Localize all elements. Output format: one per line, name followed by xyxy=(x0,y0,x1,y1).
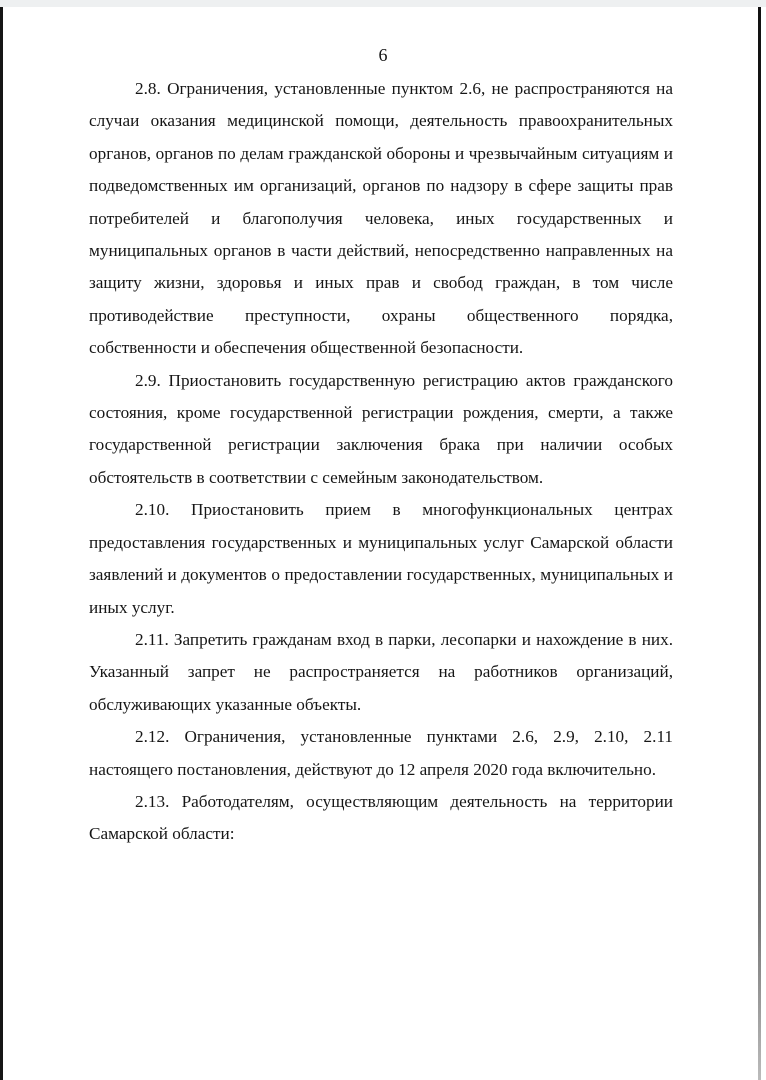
page-number: 6 xyxy=(378,45,388,65)
paragraph-2-11: 2.11. Запретить гражданам вход в парки, лесопарки и нахождение в них. Указанный запрет не распространяется на работников организаций, обслуживающих указанные объекты. xyxy=(89,629,673,714)
scan-top-margin xyxy=(0,0,766,7)
paragraph-2-10: 2.10. Приостановить прием в многофункциональных центрах предоставления государственных и муниципальных услуг Самарской области заявлений и документов о предоставлении государственных, муниципальных и иных услуг. xyxy=(89,500,673,617)
scan-right-edge xyxy=(758,7,761,1080)
document-body xyxy=(89,73,673,851)
paragraph-2-8: 2.8. Ограничения, установленные пунктом 2.6, не распространяются на случаи оказания медицинской помощи, деятельность правоохранительных органов, органов по делам гражданской обороны и чрезвычайным ситуациям и подведомственных им организаций, органов по надзору в сфере защиты прав потребителей и благополучия человека, иных государственных и муниципальных органов в части действий, непосредственно направленных на защиту жизни, здоровья и иных прав и свобод граждан, в том числе противодействие преступности, охраны общественного порядка, собственности и обеспечения общественной безопасности. xyxy=(89,79,673,358)
paragraph-2-9: 2.9. Приостановить государственную регистрацию актов гражданского состояния, кроме государственной регистрации рождения, смерти, а также государственной регистрации заключения брака при наличии особых обстоятельств в соответствии с семейным законодательством. xyxy=(89,370,673,487)
paragraph-2-13: 2.13. Работодателям, осуществляющим деятельность на территории Самарской области: xyxy=(89,791,673,844)
paragraph-2-12: 2.12. Ограничения, установленные пунктами 2.6, 2.9, 2.10, 2.11 настоящего постановления, действуют до 12 апреля 2020 года включительно. xyxy=(89,727,673,779)
scan-left-edge xyxy=(0,7,3,1080)
